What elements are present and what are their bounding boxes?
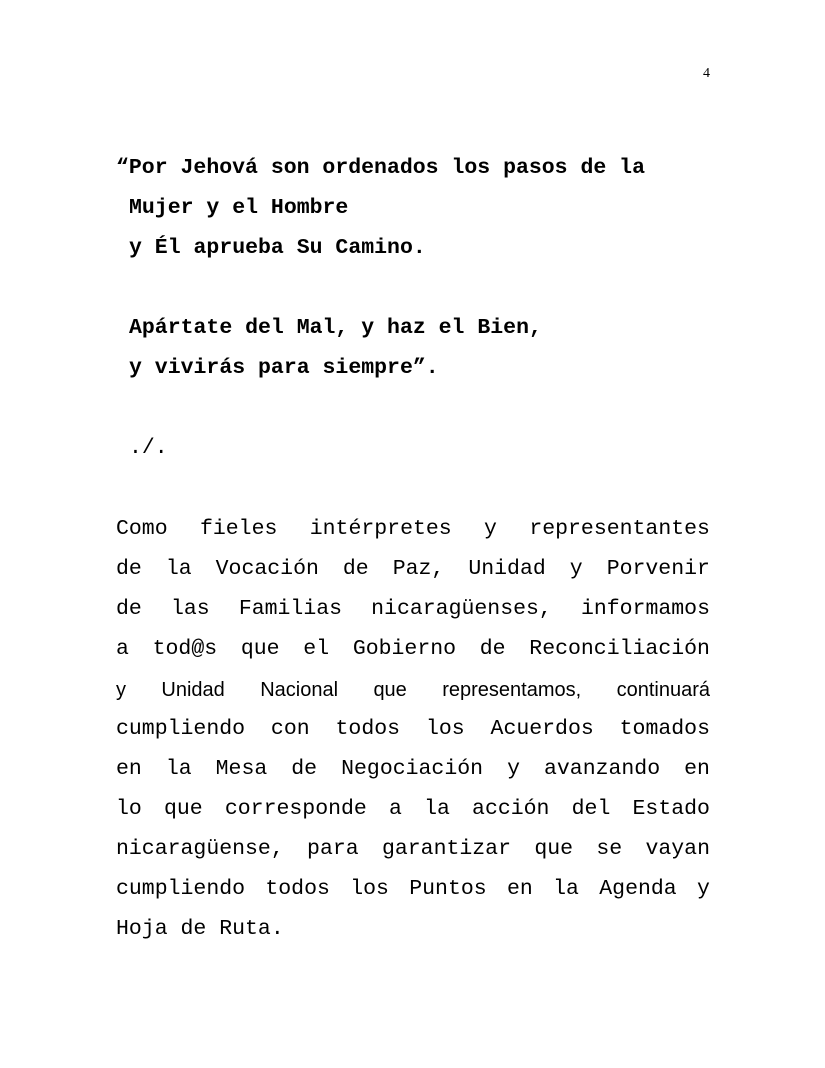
word: corresponde	[224, 797, 367, 821]
word: avanzando	[543, 757, 661, 781]
word: del	[571, 797, 611, 821]
word: acción	[472, 797, 550, 821]
word: que	[534, 837, 574, 861]
word: los	[425, 717, 465, 741]
paragraph-line	[116, 719, 710, 741]
word: de	[342, 557, 369, 581]
word: los	[350, 877, 389, 901]
word: de	[479, 637, 506, 661]
word: y	[569, 557, 583, 581]
word: tod@s	[152, 637, 218, 661]
word: lo	[116, 797, 142, 821]
verse-line-5: y vivirás para siempre”.	[129, 356, 439, 380]
word: de	[116, 597, 142, 621]
word: Unidad	[161, 679, 225, 701]
word: Reconciliación	[529, 637, 710, 661]
word: tomados	[619, 717, 710, 741]
paragraph-line	[116, 599, 710, 621]
word: continuará	[616, 679, 710, 701]
paragraph-line	[116, 839, 710, 861]
word: intérpretes	[309, 517, 452, 541]
paragraph-line	[116, 559, 710, 581]
word: de	[116, 557, 142, 581]
word: a	[388, 797, 402, 821]
page-number: 4	[703, 66, 710, 81]
word: Mesa	[215, 757, 268, 781]
paragraph-line-last: Hoja de Ruta.	[116, 917, 284, 941]
word: y	[484, 517, 497, 541]
verse-line-3: y Él aprueba Su Camino.	[129, 236, 426, 260]
word: Porvenir	[606, 557, 710, 581]
section-separator: ./.	[129, 436, 168, 460]
word: todos	[335, 717, 401, 741]
word: nicaragüense,	[116, 837, 284, 861]
verse-line-4: Apártate del Mal, y haz el Bien,	[129, 316, 542, 340]
word: informamos	[580, 597, 710, 621]
paragraph-line	[116, 680, 710, 700]
word: garantizar	[381, 837, 511, 861]
paragraph-line	[116, 519, 710, 541]
word: fieles	[199, 517, 278, 541]
word: la	[553, 877, 579, 901]
paragraph-line	[116, 799, 710, 821]
word: cumpliendo	[116, 877, 246, 901]
word: Vocación	[215, 557, 319, 581]
word: con	[270, 717, 310, 741]
word: representamos,	[442, 679, 582, 701]
word: la	[165, 557, 192, 581]
word: Como	[116, 517, 168, 541]
word: nicaragüenses,	[371, 597, 552, 621]
word: la	[165, 757, 192, 781]
word: Agenda	[599, 877, 677, 901]
paragraph-line	[116, 759, 710, 781]
word: y	[697, 877, 710, 901]
word: todos	[265, 877, 330, 901]
word: que	[163, 797, 203, 821]
verse-line-1: “Por Jehová son ordenados los pasos de la	[116, 156, 645, 180]
word: a	[116, 637, 129, 661]
paragraph-line	[116, 879, 710, 901]
word: Acuerdos	[490, 717, 594, 741]
word: las	[170, 597, 210, 621]
word: Unidad	[468, 557, 546, 581]
paragraph-line	[116, 639, 710, 661]
word: en	[507, 877, 533, 901]
verse-line-2: Mujer y el Hombre	[129, 196, 349, 220]
word: Puntos	[409, 877, 487, 901]
word: cumpliendo	[116, 717, 246, 741]
word: para	[307, 837, 359, 861]
word: Paz,	[392, 557, 445, 581]
word: se	[596, 837, 623, 861]
word: Nacional	[260, 679, 339, 701]
word: la	[424, 797, 450, 821]
word: Estado	[632, 797, 710, 821]
word: que	[240, 637, 280, 661]
word: vayan	[645, 837, 710, 861]
word: el	[303, 637, 330, 661]
word: en	[116, 757, 142, 781]
word: y	[116, 679, 126, 701]
word: Negociación	[341, 757, 484, 781]
word: que	[373, 679, 407, 701]
word: Gobierno	[352, 637, 457, 661]
word: Familias	[238, 597, 343, 621]
word: y	[507, 757, 520, 781]
word: representantes	[529, 517, 710, 541]
word: en	[684, 757, 710, 781]
word: de	[291, 757, 318, 781]
